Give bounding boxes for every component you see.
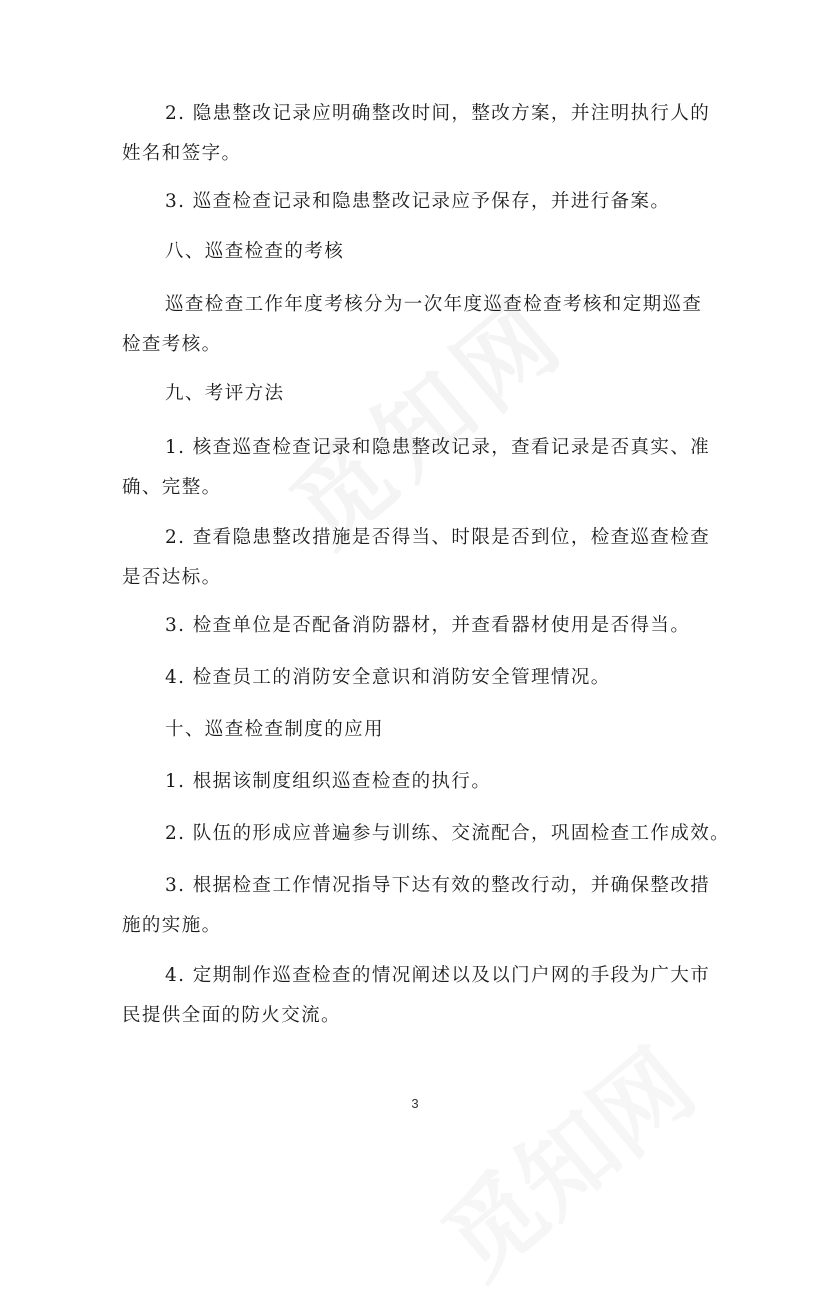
text-line: 检查考核。 (122, 334, 222, 355)
paragraph-item-3 (122, 182, 722, 222)
text-line: 2. 队伍的形成应普遍参与训练、交流配合，巩固检查工作成效。 (165, 823, 731, 844)
text-line: 确、完整。 (122, 477, 222, 498)
section-9-item-3 (122, 606, 722, 646)
section-8-heading (122, 232, 722, 272)
section-10-item-2 (122, 814, 731, 854)
heading-text: 十、巡查检查制度的应用 (165, 719, 384, 740)
section-8-body (122, 285, 722, 365)
text-line: 4. 检查员工的消防安全意识和消防安全管理情况。 (165, 667, 611, 688)
section-10-item-4 (122, 956, 722, 1036)
text-line: 2. 隐患整改记录应明确整改时间，整改方案，并注明执行人的 (165, 103, 711, 124)
text-line: 巡查检查工作年度考核分为一次年度巡查检查考核和定期巡查 (165, 294, 703, 315)
text-line: 是否达标。 (122, 567, 222, 588)
paragraph-item-2 (122, 94, 722, 174)
section-9-item-4 (122, 658, 722, 698)
page-number: 3 (411, 1096, 419, 1111)
heading-text: 九、考评方法 (165, 383, 285, 404)
section-9-item-1 (122, 428, 722, 508)
text-line: 4. 定期制作巡查检查的情况阐述以及以门户网的手段为广大市 (165, 965, 711, 986)
section-9-item-2 (122, 518, 722, 598)
text-line: 3. 巡查检查记录和隐患整改记录应予保存，并进行备案。 (165, 191, 671, 212)
section-10-item-3 (122, 866, 722, 946)
heading-text: 八、巡查检查的考核 (165, 241, 345, 262)
text-line: 1. 根据该制度组织巡查检查的执行。 (165, 771, 492, 792)
watermark-bottom (410, 1013, 719, 1303)
text-line: 施的实施。 (122, 915, 222, 936)
text-line: 民提供全面的防火交流。 (122, 1005, 341, 1026)
text-line: 姓名和签字。 (122, 143, 242, 164)
text-line: 3. 根据检查工作情况指导下达有效的整改行动，并确保整改措 (165, 875, 711, 896)
section-10-heading (122, 710, 722, 750)
text-line: 3. 检查单位是否配备消防器材，并查看器材使用是否得当。 (165, 615, 691, 636)
text-line: 2. 查看隐患整改措施是否得当、时限是否到位，检查巡查检查 (165, 527, 711, 548)
section-9-heading (122, 374, 722, 414)
text-line: 1. 核查巡查检查记录和隐患整改记录，查看记录是否真实、准 (165, 437, 711, 458)
section-10-item-1 (122, 762, 722, 802)
